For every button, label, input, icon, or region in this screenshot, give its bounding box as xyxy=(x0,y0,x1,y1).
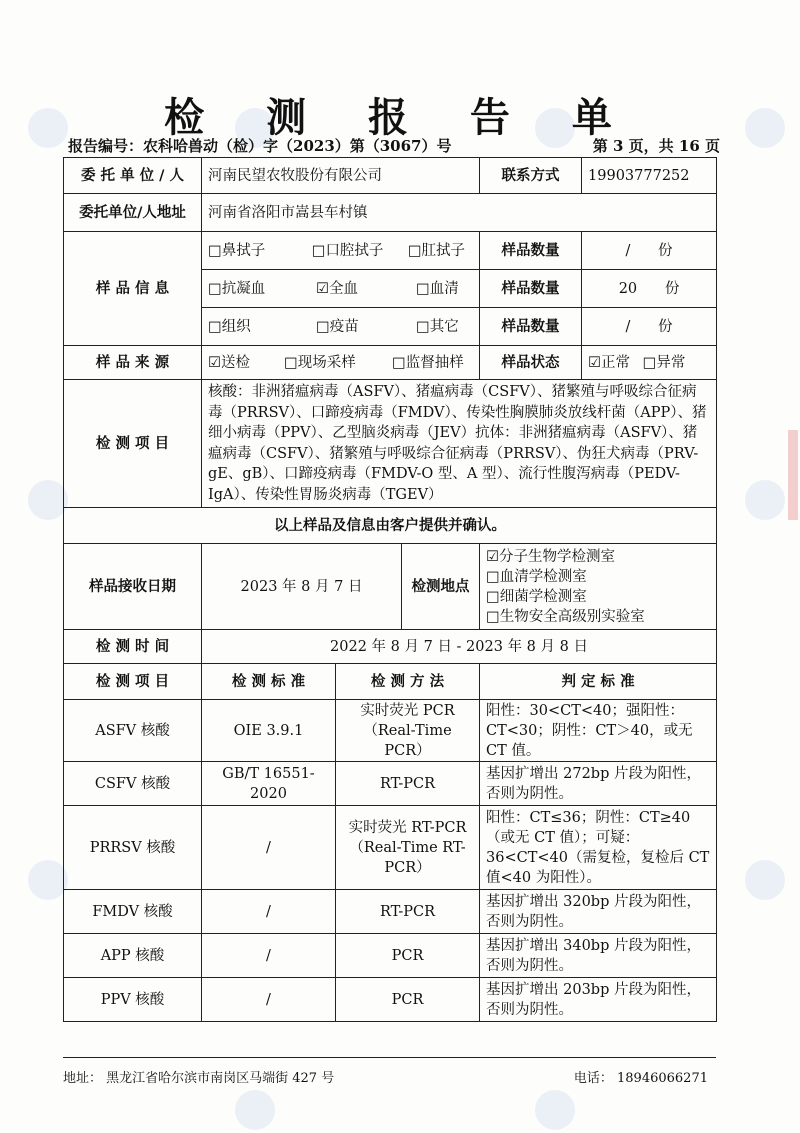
contact-value: 19903777252 xyxy=(582,158,717,194)
method-standard: / xyxy=(202,806,336,890)
sample-option: ☑全血 xyxy=(316,280,358,297)
method-criteria: 阳性：30<CT<40；强阳性：CT<30；阴性：CT＞40，或无 CT 值。 xyxy=(480,700,717,762)
sample-type-row xyxy=(202,270,480,308)
method-standard: / xyxy=(202,890,336,934)
sample-source-label: 样 品 来 源 xyxy=(64,346,202,380)
location-option: ☑分子生物学检测室 xyxy=(486,548,616,565)
source-option: □现场采样 xyxy=(284,354,356,371)
sample-source-options xyxy=(202,346,480,380)
sample-status-options xyxy=(582,346,717,380)
page-indicator: 第 3 页，共 16 页 xyxy=(592,137,720,155)
status-option: ☑正常 xyxy=(588,354,631,371)
table-row xyxy=(64,700,717,762)
watermark-logo xyxy=(235,1090,275,1130)
watermark-logo xyxy=(745,480,785,520)
confirmation-notice: 以上样品及信息由客户提供并确认。 xyxy=(64,508,717,544)
test-location-label: 检测地点 xyxy=(402,544,480,630)
table-row xyxy=(64,978,717,1022)
test-items-label: 检 测 项 目 xyxy=(64,380,202,508)
client-label: 委 托 单 位 / 人 xyxy=(64,158,202,194)
report-number: 报告编号：农科哈兽动（检）字（2023）第（3067）号 xyxy=(68,137,452,155)
method-standard: / xyxy=(202,934,336,978)
table-row xyxy=(64,934,717,978)
method-method: RT-PCR xyxy=(336,890,480,934)
method-criteria: 基因扩增出 340bp 片段为阳性，否则为阴性。 xyxy=(480,934,717,978)
method-criteria: 基因扩增出 203bp 片段为阳性，否则为阴性。 xyxy=(480,978,717,1022)
method-method: PCR xyxy=(336,978,480,1022)
page-title: 检 测 报 告 单 xyxy=(164,95,636,141)
sample-option: □其它 xyxy=(416,318,459,335)
test-time-value: 2022 年 8 月 7 日 - 2023 年 8 月 8 日 xyxy=(202,630,717,664)
method-method: PCR xyxy=(336,934,480,978)
report-table xyxy=(63,157,717,1022)
location-option: □生物安全高级别实验室 xyxy=(486,608,645,625)
footer-phone: 电话： 18946066271 xyxy=(573,1071,708,1086)
watermark-logo xyxy=(745,860,785,900)
sample-info-label: 样 品 信 息 xyxy=(64,232,202,346)
sample-option: □抗凝血 xyxy=(208,280,266,297)
contact-label: 联系方式 xyxy=(480,158,582,194)
client-value: 河南民望农牧股份有限公司 xyxy=(202,158,480,194)
sample-option: □疫苗 xyxy=(316,318,359,335)
method-item: ASFV 核酸 xyxy=(64,700,202,762)
method-item: PPV 核酸 xyxy=(64,978,202,1022)
sample-type-row xyxy=(202,308,480,346)
test-time-label: 检 测 时 间 xyxy=(64,630,202,664)
footer-address: 地址： 黑龙江省哈尔滨市南岗区马端街 427 号 xyxy=(63,1071,335,1086)
table-row xyxy=(64,806,717,890)
method-method: 实时荧光 RT-PCR（Real-Time RT-PCR） xyxy=(336,806,480,890)
seal-stamp-edge xyxy=(788,430,798,520)
table-row xyxy=(64,890,717,934)
status-option: □异常 xyxy=(642,354,686,371)
methods-header-method: 检 测 方 法 xyxy=(336,664,480,700)
source-option: □监督抽样 xyxy=(392,354,464,371)
method-standard: / xyxy=(202,978,336,1022)
test-location-options xyxy=(480,544,717,630)
method-criteria: 阳性：CT≤36；阴性：CT≥40（或无 CT 值）；可疑：36<CT<40（需复检，复检后 CT 值<40 为阳性）。 xyxy=(480,806,717,890)
sample-option: □鼻拭子 xyxy=(208,242,266,259)
method-method: RT-PCR xyxy=(336,762,480,806)
sample-type-row xyxy=(202,232,480,270)
sample-qty-label: 样品数量 xyxy=(480,232,582,270)
sample-qty-value: 20 份 xyxy=(582,270,717,308)
methods-header-standard: 检 测 标 准 xyxy=(202,664,336,700)
footer-divider xyxy=(63,1057,716,1058)
method-criteria: 基因扩增出 320bp 片段为阳性，否则为阴性。 xyxy=(480,890,717,934)
methods-header-item: 检 测 项 目 xyxy=(64,664,202,700)
sample-status-label: 样品状态 xyxy=(480,346,582,380)
sample-option: □肛拭子 xyxy=(407,242,466,259)
sample-qty-value: / 份 xyxy=(582,308,717,346)
method-item: APP 核酸 xyxy=(64,934,202,978)
client-address-label: 委托单位/人地址 xyxy=(64,194,202,232)
location-option: □细菌学检测室 xyxy=(486,588,587,605)
method-standard: OIE 3.9.1 xyxy=(202,700,336,762)
receipt-date-label: 样品接收日期 xyxy=(64,544,202,630)
method-standard: GB/T 16551-2020 xyxy=(202,762,336,806)
location-option: □血清学检测室 xyxy=(486,568,587,585)
sample-qty-value: / 份 xyxy=(582,232,717,270)
client-address-value: 河南省洛阳市嵩县车村镇 xyxy=(202,194,717,232)
receipt-date-value: 2023 年 8 月 7 日 xyxy=(202,544,402,630)
method-method: 实时荧光 PCR（Real-Time PCR） xyxy=(336,700,480,762)
method-item: CSFV 核酸 xyxy=(64,762,202,806)
sample-qty-label: 样品数量 xyxy=(480,308,582,346)
method-item: FMDV 核酸 xyxy=(64,890,202,934)
sample-option: □口腔拭子 xyxy=(311,242,384,259)
sample-qty-label: 样品数量 xyxy=(480,270,582,308)
table-row xyxy=(64,762,717,806)
source-option: ☑送检 xyxy=(208,354,250,371)
test-items-text: 核酸：非洲猪瘟病毒（ASFV）、猪瘟病毒（CSFV）、猪繁殖与呼吸综合征病毒（PRRSV）、口蹄疫病毒（FMDV）、传染性胸膜肺炎放线杆菌（APP）、猪细小病毒（PPV）、乙型脑炎病毒（JEV）抗体：非洲猪瘟病毒（ASFV）、猪瘟病毒（CSFV）、猪繁殖与呼吸综合征病毒（PRRSV）、伪狂犬病毒（PRV-gE、gB）、口蹄疫病毒（FMDV-O 型、A 型）、流行性腹泻病毒（PEDV-IgA）、传染性胃肠炎病毒（TGEV） xyxy=(202,380,717,508)
watermark-logo xyxy=(28,860,68,900)
sample-option: □血清 xyxy=(416,280,459,297)
watermark-logo xyxy=(28,480,68,520)
method-item: PRRSV 核酸 xyxy=(64,806,202,890)
watermark-logo xyxy=(535,1090,575,1130)
methods-header-criteria: 判 定 标 准 xyxy=(480,664,717,700)
method-criteria: 基因扩增出 272bp 片段为阳性，否则为阴性。 xyxy=(480,762,717,806)
sample-option: □组织 xyxy=(208,318,251,335)
